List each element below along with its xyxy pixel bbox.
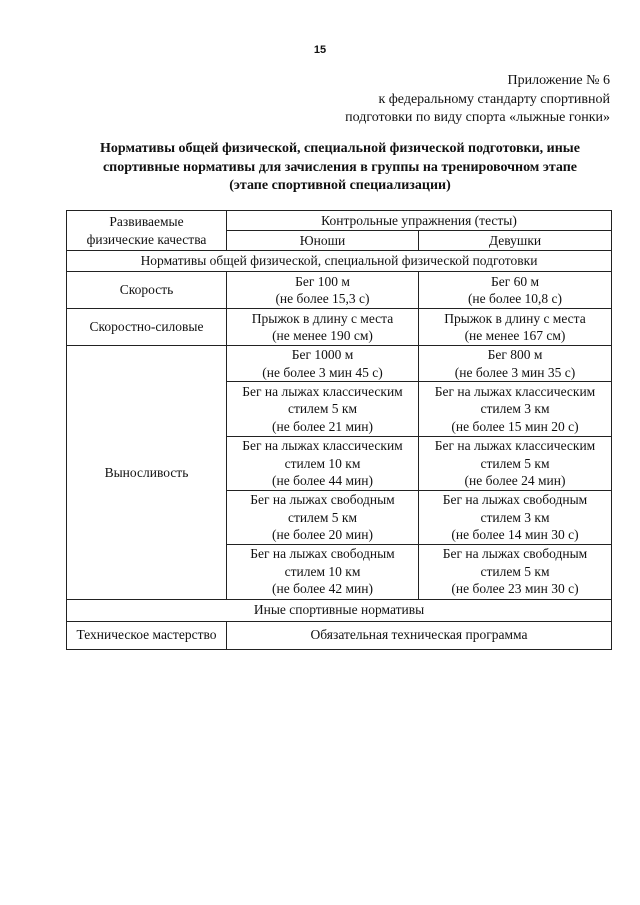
girls-ski-free-norm — [419, 491, 612, 545]
document-title — [60, 140, 620, 196]
title-line: (этапе спортивной специализации) — [229, 178, 451, 193]
norm-line: Бег 100 м — [295, 273, 350, 289]
table-row — [67, 621, 612, 649]
boys-jump-norm — [227, 309, 419, 346]
norm-line: (не более 21 мин) — [272, 418, 373, 434]
norm-line: Бег на лыжах свободным — [442, 492, 588, 507]
section-row — [67, 599, 612, 621]
norm-line: стилем 5 км — [480, 563, 550, 579]
appendix-line: подготовки по виду спорта «лыжные гонки» — [345, 110, 610, 125]
norm-line: Прыжок в длину с места — [251, 310, 394, 326]
norm-line: стилем 5 км — [288, 401, 357, 417]
table-header-row — [67, 211, 612, 231]
page-number: 15 — [313, 44, 327, 56]
appendix-line: Приложение № 6 — [507, 73, 610, 88]
norm-line: (не более 15,3 с) — [275, 291, 370, 306]
girls-speed-norm — [419, 272, 612, 309]
norm-line: Бег 60 м — [490, 273, 540, 289]
norm-line: (не более 14 мин 30 с) — [451, 527, 579, 542]
section-row — [67, 251, 612, 272]
norm-line: Бег на лыжах классическим — [242, 383, 403, 399]
header-line: физические качества — [86, 231, 207, 247]
norm-line: Бег на лыжах свободным — [442, 546, 588, 562]
quality-technical-mastery: Техническое мастерство — [67, 621, 227, 649]
boys-ski-classic-norm — [227, 382, 419, 437]
norm-line: стилем 5 км — [480, 455, 550, 471]
boys-ski-classic-long-norm — [227, 437, 419, 491]
quality-speed-strength: Скоростно-силовые — [67, 309, 227, 346]
title-line: Нормативы общей физической, специальной физической подготовки, иные — [100, 141, 580, 156]
norm-line: (не более 15 мин 20 с) — [451, 418, 579, 434]
appendix-note — [345, 72, 610, 128]
boys-run-norm — [227, 346, 419, 382]
norm-line: (не более 44 мин) — [272, 473, 373, 489]
norm-line: (не менее 190 см) — [272, 328, 373, 343]
header-line: Развиваемые — [109, 214, 184, 229]
norm-line: Бег на лыжах классическим — [434, 438, 596, 454]
boys-ski-free-norm — [227, 491, 419, 545]
table-row — [67, 346, 612, 382]
header-boys: Юноши — [227, 231, 419, 251]
technical-program: Обязательная техническая программа — [227, 621, 612, 649]
norm-line: Бег 1000 м — [291, 347, 354, 362]
boys-speed-norm — [227, 272, 419, 309]
norm-line: (не более 10,8 с) — [467, 291, 563, 306]
norm-line: (не более 24 мин) — [464, 473, 566, 489]
norm-line: Бег 800 м — [487, 347, 543, 362]
norm-line: Бег на лыжах классическим — [242, 438, 403, 454]
norms-table — [66, 210, 612, 650]
girls-ski-classic-long-norm — [419, 437, 612, 491]
norm-line: стилем 10 км — [284, 455, 361, 471]
norm-line: (не более 20 мин) — [272, 527, 373, 542]
girls-ski-classic-norm — [419, 382, 612, 437]
norm-line: стилем 5 км — [288, 509, 357, 525]
table-row — [67, 309, 612, 346]
norm-line: Бег на лыжах свободным — [250, 492, 395, 507]
quality-endurance: Выносливость — [67, 346, 227, 600]
quality-speed: Скорость — [67, 272, 227, 309]
section-general-norms: Нормативы общей физической, специальной физической подготовки — [67, 251, 612, 272]
norm-line: (не более 42 мин) — [272, 581, 373, 597]
section-other-norms: Иные спортивные нормативы — [67, 599, 612, 621]
norm-line: стилем 3 км — [480, 401, 550, 417]
boys-ski-free-long-norm — [227, 544, 419, 599]
norm-line: (не более 3 мин 35 с) — [454, 364, 576, 380]
header-physical-qualities — [67, 211, 227, 251]
girls-run-norm — [419, 346, 612, 382]
header-control-tests: Контрольные упражнения (тесты) — [227, 211, 612, 231]
header-girls: Девушки — [419, 231, 612, 251]
norm-line: (не более 3 мин 45 с) — [262, 364, 383, 380]
norm-line: стилем 10 км — [284, 563, 361, 579]
appendix-line: к федеральному стандарту спортивной — [378, 91, 610, 107]
girls-ski-free-long-norm — [419, 544, 612, 599]
norm-line: Бег на лыжах классическим — [434, 383, 596, 399]
norm-line: (не более 23 мин 30 с) — [451, 581, 579, 597]
table-row — [67, 272, 612, 309]
norm-line: Бег на лыжах свободным — [250, 546, 395, 562]
norm-line: Прыжок в длину с места — [444, 310, 586, 326]
norm-line: (не менее 167 см) — [464, 328, 566, 343]
norm-line: стилем 3 км — [480, 509, 550, 525]
title-line: спортивные нормативы для зачисления в группы на тренировочном этапе — [102, 159, 578, 175]
girls-jump-norm — [419, 309, 612, 346]
